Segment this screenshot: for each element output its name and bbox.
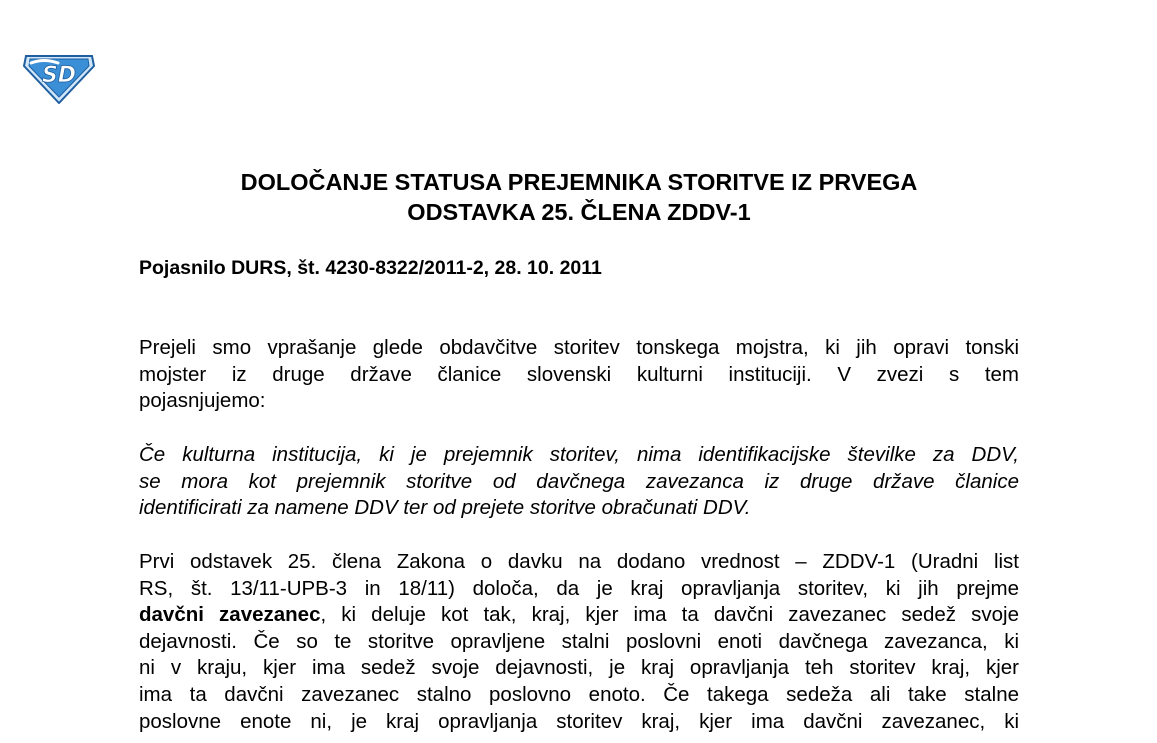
paragraph-line: se mora kot prejemnik storitve od davčnega zavezanca iz druge države članice <box>139 469 1019 493</box>
paragraph-line: dejavnosti. Če so te storitve opravljene stalni poslovni enoti davčnega zavezanca, ki <box>139 629 1019 653</box>
line-rest: , ki deluje kot tak, kraj, kjer ima ta davčni zavezanec sedež svoje <box>320 603 1019 627</box>
document-title <box>139 167 1019 227</box>
document-subtitle: Pojasnilo DURS, št. 4230-8322/2011-2, 28. 10. 2011 <box>139 257 602 279</box>
paragraph-line: RS, št. 13/11-UPB-3 in 18/11) določa, da je kraj opravljanja storitev, ki jih prejme <box>139 576 1019 600</box>
paragraph-line: mojster iz druge države članice slovenski kulturni instituciji. V zvezi s tem <box>139 362 1019 386</box>
paragraph-line: Prejeli smo vprašanje glede obdavčitve storitev tonskega mojstra, ki jih opravi tonski <box>139 336 1019 359</box>
sd-logo-icon <box>22 50 96 104</box>
paragraph-line: pojasnjujemo: <box>139 389 266 413</box>
title-line-2: ODSTAVKA 25. ČLENA ZDDV-1 <box>407 199 751 225</box>
paragraph-line: ima ta davčni zavezanec stalno poslovno enoto. Če takega sedeža ali take stalne <box>139 682 1019 706</box>
paragraph-line: Prvi odstavek 25. člena Zakona o davku na dodano vrednost – ZDDV-1 (Uradni list <box>139 550 1019 573</box>
paragraph-line <box>139 602 1019 629</box>
paragraph-2-italic <box>139 442 1019 522</box>
paragraph-line: poslovne enote ni, je kraj opravljanja storitev kraj, kjer ima davčni zavezanec, ki <box>139 709 1019 733</box>
paragraph-line: identificirati za namene DDV ter od prejete storitve obračunati DDV. <box>139 496 751 520</box>
paragraph-line: Če kulturna institucija, ki je prejemnik storitev, nima identifikacijske številke za DDV, <box>139 443 1019 466</box>
paragraph-3 <box>139 549 1019 735</box>
svg-text:SD: SD <box>41 63 77 88</box>
bold-term: davčni zavezanec <box>139 603 321 627</box>
paragraph-line: ni v kraju, kjer ima sedež svoje dejavnosti, je kraj opravljanja teh storitev kraj, kjer <box>139 656 1019 680</box>
title-line-1: DOLOČANJE STATUSA PREJEMNIKA STORITVE IZ PRVEGA <box>240 169 918 195</box>
paragraph-1 <box>139 335 1019 415</box>
